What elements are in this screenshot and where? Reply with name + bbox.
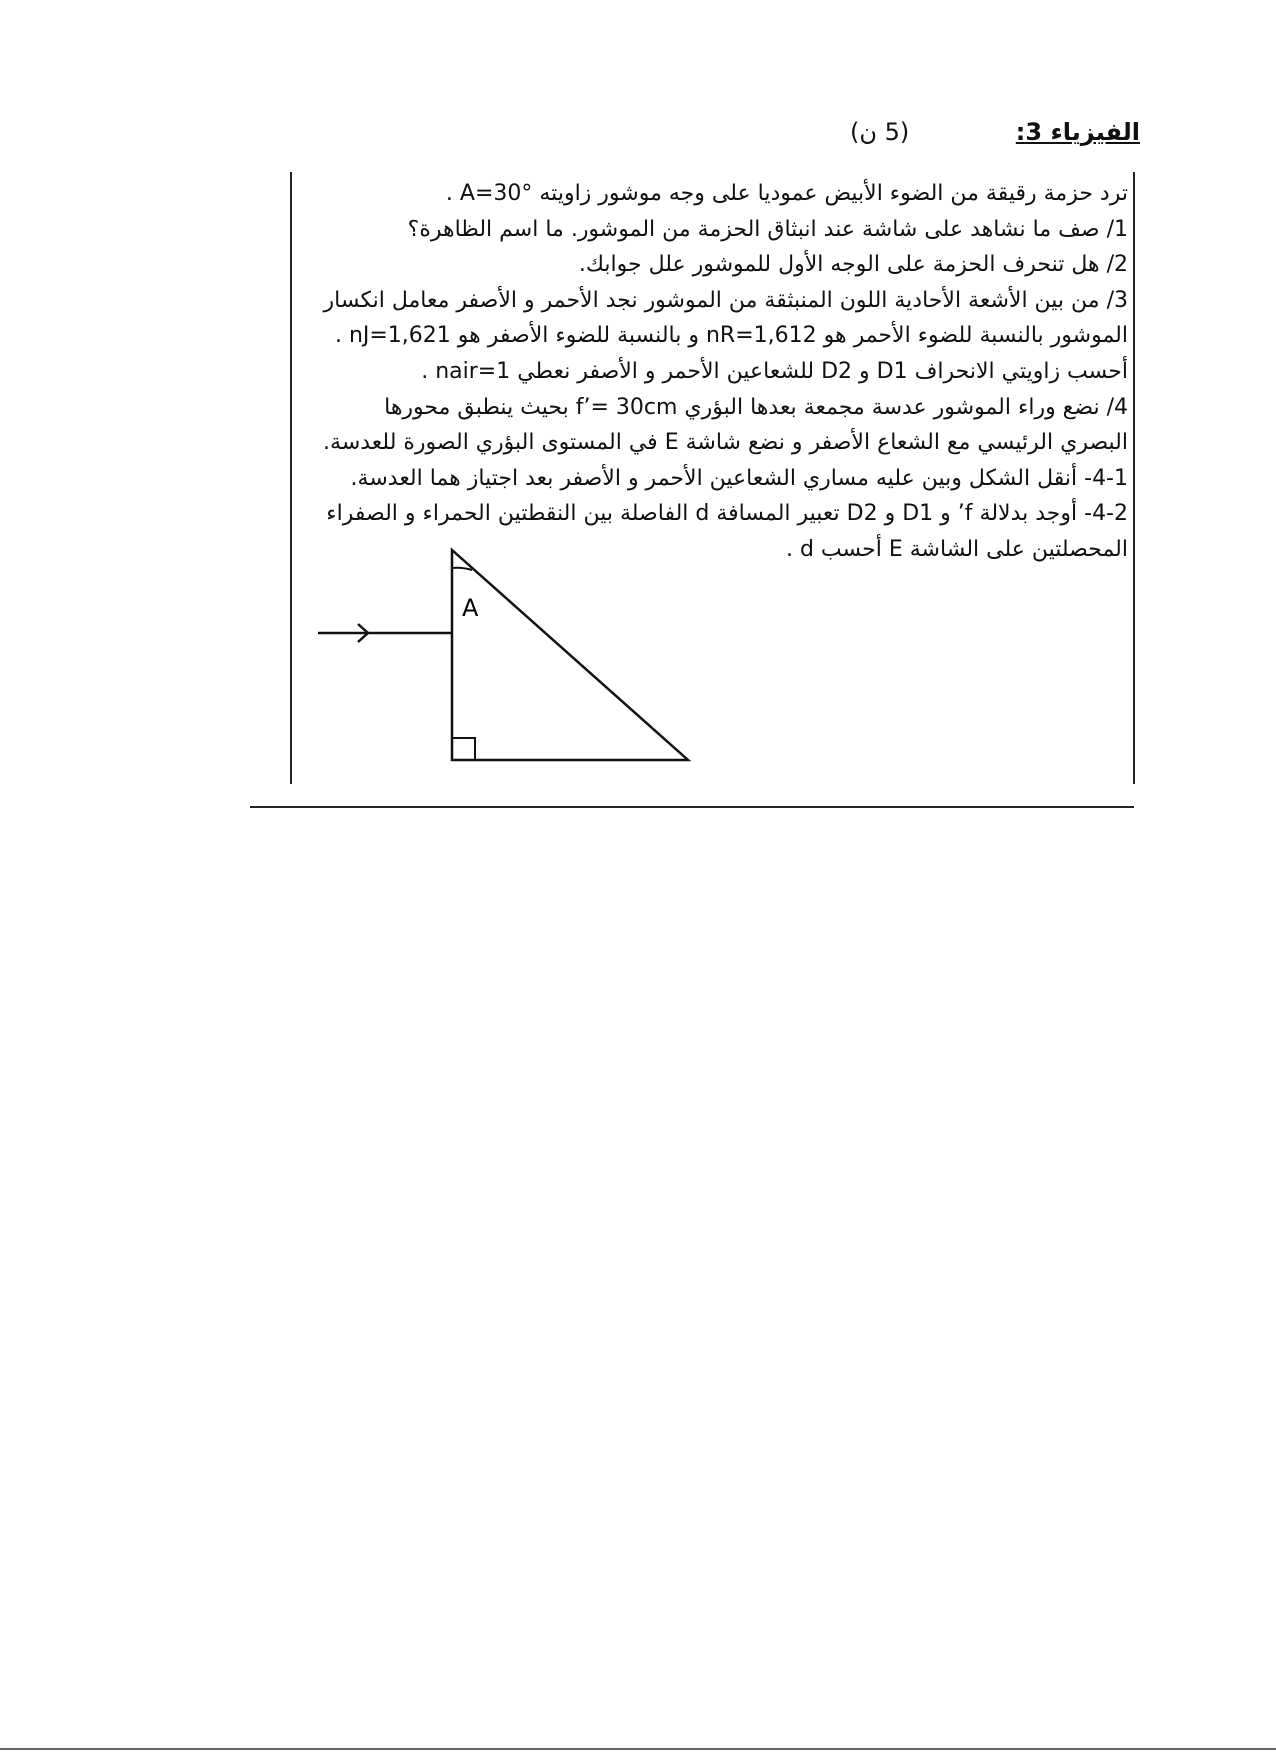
prism-diagram [310, 540, 710, 780]
question-4-line-1: 4/ نضع وراء الموشور عدسة مجمعة بعدها البؤري f’= 30cm بحيث ينطبق محورها [384, 394, 1128, 420]
prism-triangle [452, 550, 688, 760]
apex-angle-arc [452, 568, 472, 570]
question-4-2-line-1: 4-2- أوجد بدلالة f’ و D1 و D2 تعبير المسافة d الفاصلة بين النقطتين الحمراء و الصفراء [326, 501, 1128, 527]
question-3-line-2: الموشور بالنسبة للضوء الأحمر هو nR=1,612 و بالنسبة للضوء الأصفر هو nJ=1,621 . [334, 323, 1128, 349]
page-bottom-rule [0, 1748, 1276, 1750]
question-4-1: 4-1- أنقل الشكل وبين عليه مساري الشعاعين الأحمر و الأصفر بعد اجتياز هما العدسة. [350, 465, 1128, 491]
question-4-line-2: البصري الرئيسي مع الشعاع الأصفر و نضع شاشة E في المستوى البؤري الصورة للعدسة. [323, 430, 1128, 456]
frame-left-border [290, 172, 292, 784]
points-label: (5 ن) [850, 118, 910, 146]
apex-angle-label: A [462, 594, 479, 622]
frame-right-border [1133, 172, 1135, 784]
exercise-header [240, 118, 1140, 162]
section-title: الفيزياء 3: [1015, 118, 1140, 146]
question-3-line-1: 3/ من بين الأشعة الأحادية اللون المنبثقة من الموشور نجد الأحمر و الأصفر معامل انكسار [323, 287, 1128, 313]
question-2: 2/ هل تنحرف الحزمة على الوجه الأول للموشور علل جوابك. [578, 252, 1128, 278]
prism-figure [310, 540, 710, 780]
frame-bottom-border [250, 806, 1134, 808]
question-4-2-line-2: المحصلتين على الشاشة E أحسب d . [785, 536, 1128, 562]
question-1: 1/ صف ما نشاهد على شاشة عند انبثاق الحزمة من الموشور. ما اسم الظاهرة؟ [407, 216, 1128, 242]
question-3-line-3: أحسب زاويتي الانحراف D1 و D2 للشعاعين الأحمر و الأصفر نعطي nair=1 . [421, 358, 1128, 384]
right-angle-marker [452, 738, 475, 760]
exercise-text [300, 176, 1128, 568]
problem-statement: ترد حزمة رقيقة من الضوء الأبيض عموديا على وجه موشور زاويته A=30° . [445, 181, 1128, 206]
